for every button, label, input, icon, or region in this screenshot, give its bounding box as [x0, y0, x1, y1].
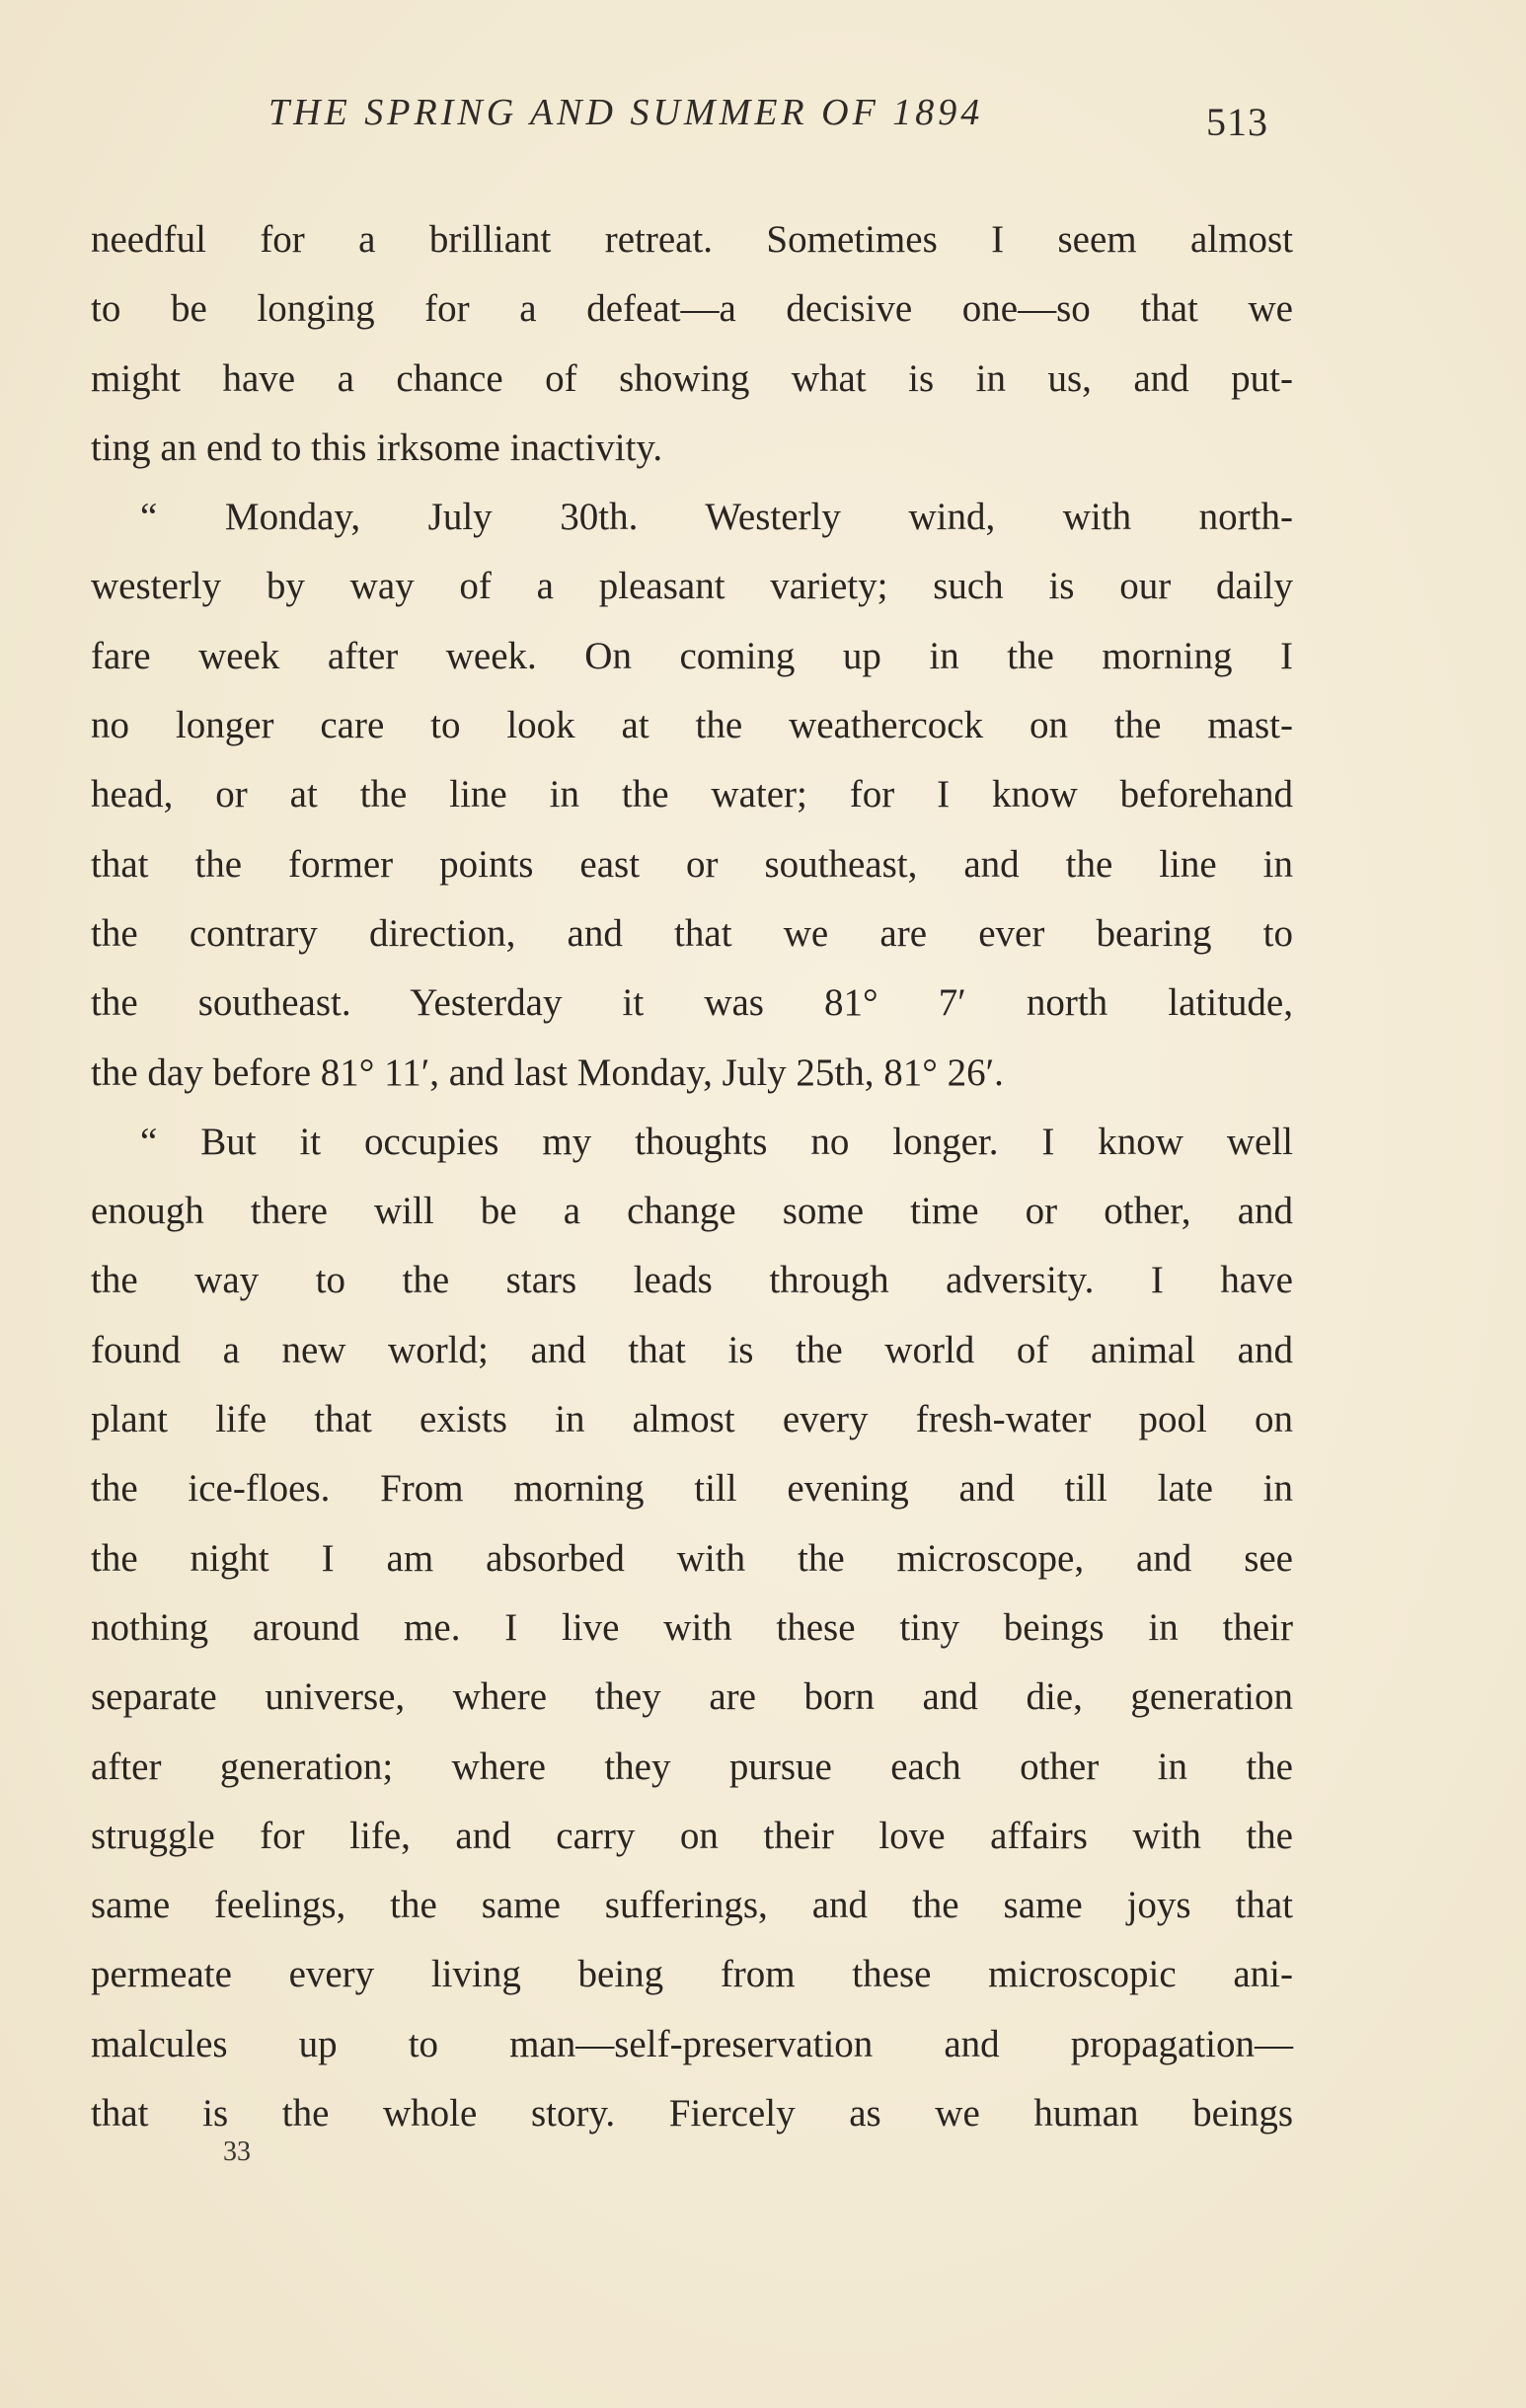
text-line: the night I am absorbed with the microscope, and see — [91, 1536, 1293, 1580]
text-line: “ But it occupies my thoughts no longer. I know well — [140, 1120, 1293, 1163]
text-line: plant life that exists in almost every fresh-water pool on — [91, 1398, 1293, 1441]
text-line: that is the whole story. Fiercely as we human beings — [91, 2092, 1293, 2136]
text-line: the way to the stars leads through adversity. I have — [91, 1259, 1293, 1302]
text-line: the southeast. Yesterday it was 81° 7′ north latitude, — [91, 981, 1293, 1025]
text-line: fare week after week. On coming up in the morning I — [91, 634, 1293, 677]
text-line: no longer care to look at the weathercock on the mast- — [91, 704, 1293, 747]
text-line: might have a chance of showing what is in us, and put- — [91, 356, 1293, 400]
text-line: that the former points east or southeast, and the line in — [91, 842, 1293, 886]
text-line: to be longing for a defeat—a decisive one—so that we — [91, 287, 1293, 331]
text-line: the ice-floes. From morning till evening and till late in — [91, 1467, 1293, 1511]
text-line: separate universe, where they are born and die, generation — [91, 1675, 1293, 1719]
text-line: enough there will be a change some time or other, and — [91, 1190, 1293, 1233]
text-line: ting an end to this irksome inactivity. — [91, 426, 663, 469]
body-text — [91, 205, 1293, 2148]
text-line: malcules up to man—self-preservation and propagation— — [91, 2022, 1293, 2065]
text-line: nothing around me. I live with these tiny beings in their — [91, 1605, 1293, 1649]
text-line: after generation; where they pursue each other in the — [91, 1745, 1293, 1788]
signature-mark: 33 — [223, 2136, 251, 2167]
text-line: permeate every living being from these microscopic ani- — [91, 1953, 1293, 1996]
running-title: THE SPRING AND SUMMER OF 1894 — [268, 92, 984, 133]
text-line: the contrary direction, and that we are ever bearing to — [91, 911, 1293, 955]
text-line: found a new world; and that is the world of animal and — [91, 1328, 1293, 1371]
text-line: the day before 81° 11′, and last Monday, July 25th, 81° 26′. — [91, 1050, 1004, 1094]
text-line: same feelings, the same sufferings, and the same joys that — [91, 1884, 1293, 1927]
text-line: head, or at the line in the water; for I know beforehand — [91, 773, 1293, 816]
text-line: needful for a brilliant retreat. Sometimes I seem almost — [91, 218, 1293, 261]
page-number: 513 — [1206, 100, 1268, 144]
text-line: “ Monday, July 30th. Westerly wind, with north- — [140, 496, 1293, 539]
text-line: struggle for life, and carry on their love affairs with the — [91, 1814, 1293, 1857]
text-line: westerly by way of a pleasant variety; such is our daily — [91, 565, 1293, 608]
